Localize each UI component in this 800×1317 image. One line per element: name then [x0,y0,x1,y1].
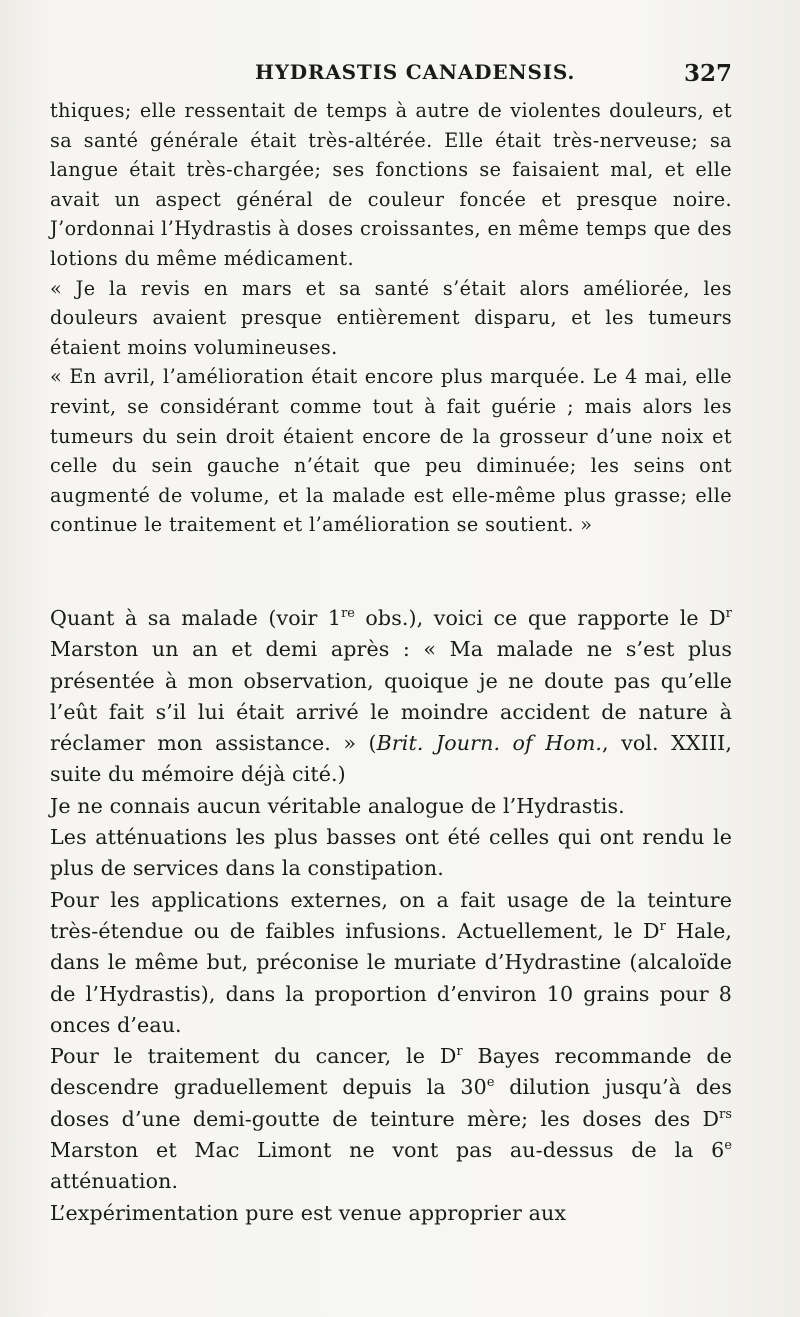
paragraph-8-superscript-3: rs [719,1106,732,1122]
paragraph-7-part-b: Hale, dans le même but, préconise le muriate d’Hydrastine (alcaloïde de l’Hydrastis), dans la proportion d’environ 10 grains pour 8 onces d’eau. [50,918,732,1037]
paragraph-8-part-a: Pour le traitement du cancer, le D [50,1044,457,1069]
paragraph-1: thiques; elle ressentait de temps à autre de violentes douleurs, et sa santé générale était très-altérée. Elle était très-nerveuse; sa langue était très-chargée; ses fonctions se faisaient mal, et elle avait un aspect général de couleur foncée et presque noire. J’ordonnai l’Hydrastis à doses croissantes, en même temps que des lotions du même médicament. [50,99,732,270]
paragraph-4-part-a: Quant à sa malade (voir 1 [50,606,342,630]
paragraph-8-superscript-1: r [456,1044,463,1060]
paragraph-3: « En avril, l’amélioration était encore plus marquée. Le 4 mai, elle revint, se considérant comme tout à fait guérie ; mais alors les tumeurs du sein droit étaient encore de la grosseur d’une noix et celle du sein gauche n’était que peu diminuée; les seins ont augmenté de volume, et la malade est elle-même plus grasse; elle continue le traitement et l’amélioration se soutient. » [50,365,732,537]
paragraph-8-part-d: Marston et Mac Limont ne vont pas au-dessus de la 6 [50,1138,725,1163]
paragraph-4-superscript-2: r [725,606,732,622]
paragraph-4 [50,603,732,791]
paragraph-8-superscript-2: e [486,1075,495,1091]
page-number: 327 [683,60,732,87]
paragraph-8-part-e: atténuation. [50,1169,179,1194]
paragraph-4-part-b: obs.), voici ce que rapporte le D [354,606,726,630]
paragraph-7-part-a: Pour les applications externes, on a fait usage de la teinture très-étendue ou de faibles infusions. Actuellement, le D [50,887,732,943]
running-title: HYDRASTIS CANADENSIS. [255,60,576,84]
paragraph-4-superscript-1: re [341,606,355,622]
page-header [50,52,732,92]
paragraph-6: Les atténuations les plus basses ont été celles qui ont rendu le plus de services dans la constipation. [50,825,732,881]
paragraph-4-journal-title: Brit. Journ. of Hom. [376,731,603,756]
paragraph-9: L’expérimentation pure est venue approprier aux [50,1200,567,1225]
paragraph-5: Je ne connais aucun véritable analogue de l’Hydrastis. [50,793,625,818]
paragraph-7-superscript-1: r [659,919,666,935]
paragraph-2: « Je la revis en mars et sa santé s’était alors améliorée, les douleurs avaient presque entièrement disparu, et les tumeurs étaient moins volumineuses. [50,276,732,359]
paragraph-4-part-d: , vol. XXIII, suite du mémoire déjà cité.) [50,731,732,787]
paragraph-8-part-c: dilution jusqu’à des doses d’une demi-goutte de teinture mère; les doses des D [50,1075,732,1131]
paragraph-7 [50,885,732,1041]
paragraph-4-part-c: Marston un an et demi après : « Ma malade ne s’est plus présentée à mon observation, quoique je ne doute pas qu’elle l’eût fait s’il lui était arrivé le moindre accident de nature à réclamer mon assistance. » ( [50,637,732,756]
upper-text-block [50,96,732,540]
paragraph-8-superscript-4: e [724,1138,732,1154]
paragraph-8-part-b: Bayes recommande de descendre graduellement depuis la 30 [50,1044,732,1100]
paragraph-8 [50,1041,732,1197]
lower-text-block [50,603,732,1229]
